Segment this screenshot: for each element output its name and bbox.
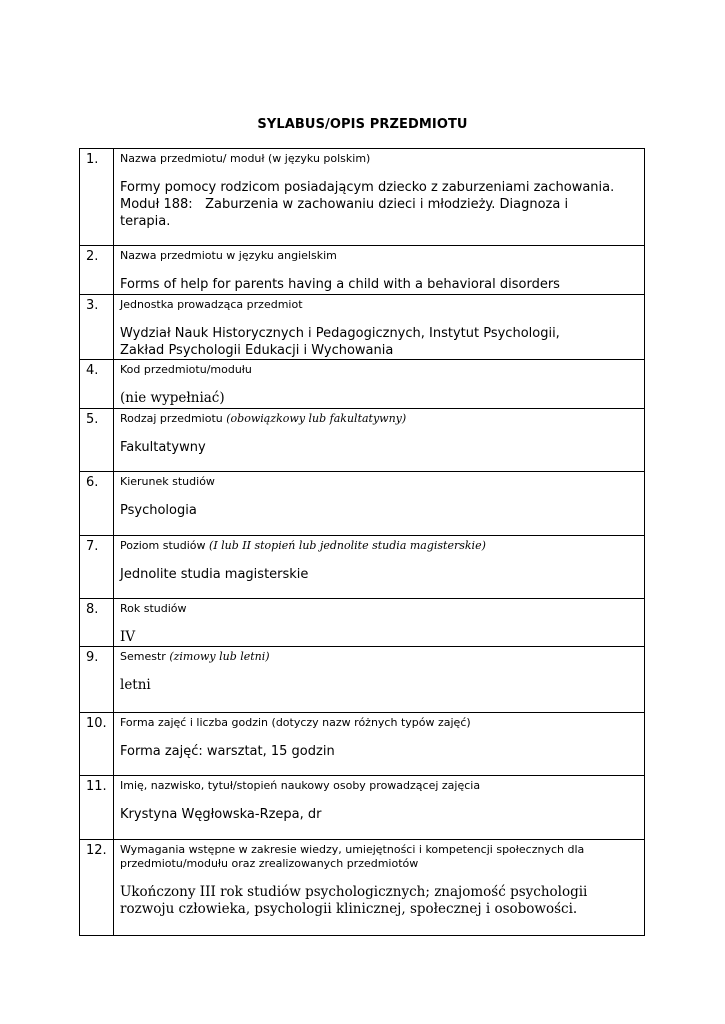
field-value-line: Ukończony III rok studiów psychologicznych; znajomość psychologii [120,884,588,900]
field-label-text: Rok studiów [120,602,187,615]
table-row [80,713,645,776]
field-label [120,843,638,871]
table-row [80,149,645,246]
field-value-line: terapia. [120,214,171,229]
field-label-text: Jednostka prowadząca przedmiot [120,298,303,311]
field-label [120,249,638,263]
field-value [120,566,638,583]
row-number: 2. [80,246,114,295]
field-value-line: Forma zajęć: warsztat, 15 godzin [120,744,335,759]
row-number: 9. [80,647,114,713]
row-content [114,647,645,713]
row-number: 4. [80,360,114,409]
page-title: SYLABUS/OPIS PRZEDMIOTU [257,117,468,132]
row-number: 8. [80,599,114,647]
field-value-line: rozwoju człowieka, psychologii klinicznej, społecznej i osobowości. [120,901,578,917]
field-value-line: Forms of help for parents having a child with a behavioral disorders [120,277,560,292]
table-row [80,776,645,840]
field-label [120,298,638,312]
field-label-text: Nazwa przedmiotu w języku angielskim [120,249,337,262]
table-row [80,840,645,936]
row-content [114,409,645,472]
field-label-text: Nazwa przedmiotu/ moduł (w języku polskim) [120,152,371,165]
field-label-text: Imię, nazwisko, tytuł/stopień naukowy osoby prowadzącej zajęcia [120,779,481,792]
field-label-text: Kierunek studiów [120,475,215,488]
row-number: 3. [80,295,114,360]
field-value-line: Zakład Psychologii Edukacji i Wychowania [120,343,394,358]
field-label-hint: (obowiązkowy lub fakultatywny) [226,412,407,425]
field-label [120,152,638,166]
field-value [120,884,638,918]
field-value [120,502,638,519]
row-content [114,536,645,599]
row-number: 5. [80,409,114,472]
row-number: 7. [80,536,114,599]
field-label [120,475,638,489]
field-value-line: IV [120,629,136,645]
table-row [80,409,645,472]
table-row [80,246,645,295]
field-value-line: letni [120,677,151,693]
syllabus-table [79,148,645,936]
row-content [114,776,645,840]
field-value [120,677,638,694]
table-row [80,360,645,409]
field-label-text: Kod przedmiotu/modułu [120,363,252,376]
field-value [120,325,638,359]
field-value-line: Fakultatywny [120,440,206,455]
field-label-text: Rodzaj przedmiotu [120,412,223,425]
field-value-line: Moduł 188: Zaburzenia w zachowaniu dzieci i młodzieży. Diagnoza i [120,197,569,212]
row-number: 12. [80,840,114,936]
field-value [120,276,638,293]
field-label [120,650,638,664]
row-content [114,360,645,409]
row-number: 11. [80,776,114,840]
field-value-line: Krystyna Węgłowska-Rzepa, dr [120,807,322,822]
table-row [80,599,645,647]
table-row [80,536,645,599]
field-label-text: Poziom studiów [120,539,206,552]
field-label-text: Wymagania wstępne w zakresie wiedzy, umiejętności i kompetencji społecznych dla przedmiotu/modułu oraz zrealizowanych przedmiotów [120,843,585,870]
field-label-text: Forma zajęć i liczba godzin (dotyczy nazw różnych typów zajęć) [120,716,471,729]
field-label [120,779,638,793]
field-value [120,806,638,823]
field-value-line: Psychologia [120,503,197,518]
table-row [80,472,645,536]
field-value-line: (nie wypełniać) [120,390,225,406]
field-value-line: Wydział Nauk Historycznych i Pedagogicznych, Instytut Psychologii, [120,326,560,341]
field-value [120,439,638,456]
row-content [114,149,645,246]
row-number: 10. [80,713,114,776]
table-row [80,647,645,713]
field-label [120,602,638,616]
row-content [114,246,645,295]
field-label-text: Semestr [120,650,166,663]
row-content [114,840,645,936]
row-content [114,295,645,360]
table-row [80,295,645,360]
row-content [114,472,645,536]
field-label-hint: (I lub II stopień lub jednolite studia magisterskie) [209,539,486,552]
field-label [120,539,638,553]
field-label [120,412,638,426]
field-value [120,390,638,407]
row-content [114,599,645,647]
field-value-line: Jednolite studia magisterskie [120,567,309,582]
row-number: 1. [80,149,114,246]
field-label-hint: (zimowy lub letni) [169,650,270,663]
field-label [120,363,638,377]
field-value [120,179,638,230]
field-label [120,716,638,730]
field-value-line: Formy pomocy rodzicom posiadającym dziecko z zaburzeniami zachowania. [120,180,615,195]
row-number: 6. [80,472,114,536]
field-value [120,629,638,646]
field-value [120,743,638,760]
row-content [114,713,645,776]
